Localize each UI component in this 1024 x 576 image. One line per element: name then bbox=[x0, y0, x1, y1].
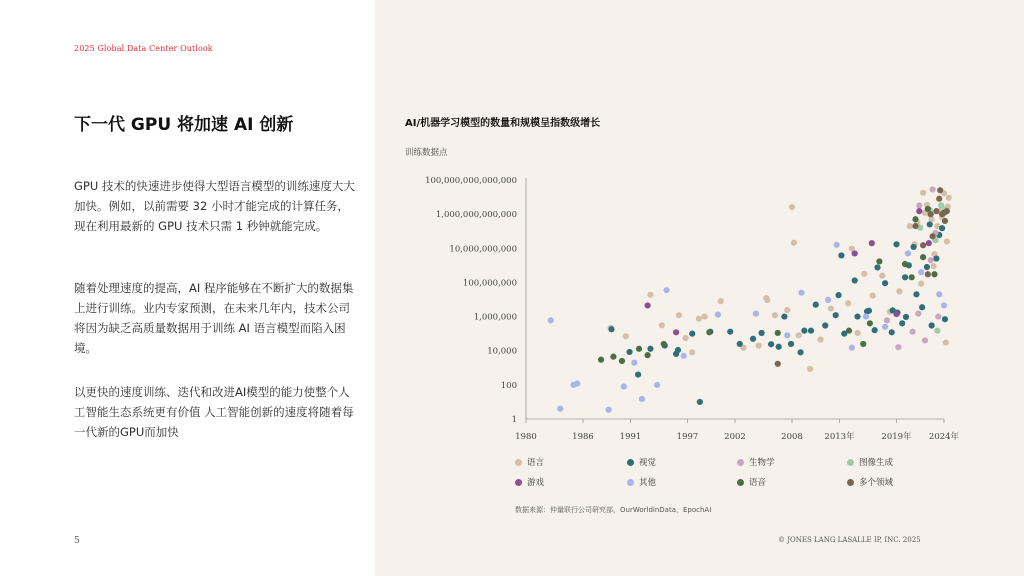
data-point bbox=[946, 195, 952, 201]
data-point bbox=[768, 341, 774, 347]
data-point bbox=[647, 346, 653, 352]
data-point bbox=[715, 312, 721, 318]
legend-label: 游戏 bbox=[527, 478, 545, 488]
data-point bbox=[813, 302, 819, 308]
data-point bbox=[882, 324, 888, 330]
data-point bbox=[791, 240, 797, 246]
data-point bbox=[918, 281, 924, 287]
data-point bbox=[927, 221, 933, 227]
data-point bbox=[689, 349, 695, 355]
data-point bbox=[889, 329, 895, 335]
data-point bbox=[636, 346, 642, 352]
data-point bbox=[548, 317, 554, 323]
data-point bbox=[925, 271, 931, 277]
data-point bbox=[942, 316, 948, 322]
data-point bbox=[912, 216, 918, 222]
data-point bbox=[654, 382, 660, 388]
data-point bbox=[574, 380, 580, 386]
data-point bbox=[905, 250, 911, 256]
y-tick-label: 1 bbox=[511, 415, 517, 425]
legend-item bbox=[515, 476, 544, 488]
data-point bbox=[661, 341, 667, 347]
data-point bbox=[922, 337, 928, 343]
data-point bbox=[697, 399, 703, 405]
data-point bbox=[635, 371, 641, 377]
data-point bbox=[834, 242, 840, 248]
data-point bbox=[916, 202, 922, 208]
y-tick-label: 1,000,000 bbox=[473, 312, 517, 323]
data-point bbox=[808, 328, 814, 334]
data-point bbox=[683, 335, 689, 341]
data-point bbox=[919, 304, 925, 310]
data-point bbox=[872, 327, 878, 333]
data-point bbox=[825, 297, 831, 303]
x-tick-label: 1997 bbox=[676, 432, 699, 442]
data-point bbox=[909, 274, 915, 280]
data-point bbox=[936, 291, 942, 297]
data-point bbox=[926, 240, 932, 246]
data-point bbox=[619, 358, 625, 364]
data-point bbox=[784, 332, 790, 338]
data-point bbox=[781, 313, 787, 319]
data-point bbox=[623, 333, 629, 339]
data-point bbox=[913, 291, 919, 297]
legend-swatch bbox=[627, 479, 634, 486]
data-point bbox=[918, 269, 924, 275]
legend-item bbox=[737, 476, 766, 488]
data-point bbox=[910, 329, 916, 335]
data-point bbox=[852, 277, 858, 283]
data-point bbox=[696, 316, 702, 322]
data-point bbox=[838, 252, 844, 258]
legend-item bbox=[847, 456, 893, 468]
legend-label: 生物学 bbox=[749, 458, 775, 468]
paragraph-3: 以更快的速度训练、迭代和改进AI模型的能力使整个人工智能生态系统更有价值 人工智能创新的速度将随着每一代新的GPU而加快 bbox=[74, 385, 354, 439]
legend-label: 视觉 bbox=[639, 458, 657, 468]
data-point bbox=[916, 208, 922, 214]
y-tick-label: 100,000,000 bbox=[462, 278, 517, 289]
data-point bbox=[845, 300, 851, 306]
data-point bbox=[759, 330, 765, 336]
data-point bbox=[737, 341, 743, 347]
data-point bbox=[920, 242, 926, 248]
x-tick-label: 2013年 bbox=[824, 432, 855, 442]
legend-label: 语音 bbox=[749, 478, 767, 488]
legend-label: 其他 bbox=[639, 478, 657, 488]
data-point bbox=[869, 240, 875, 246]
data-point bbox=[870, 292, 876, 298]
y-tick-label: 10,000 bbox=[487, 346, 517, 357]
x-tick-label: 1980 bbox=[515, 432, 537, 442]
data-point bbox=[606, 407, 612, 413]
data-point bbox=[775, 361, 781, 367]
data-point bbox=[664, 287, 670, 293]
data-point bbox=[645, 352, 651, 358]
data-point bbox=[863, 313, 869, 319]
data-point bbox=[924, 264, 930, 270]
data-point bbox=[860, 341, 866, 347]
data-point bbox=[861, 271, 867, 277]
data-point bbox=[942, 218, 948, 224]
data-point bbox=[930, 263, 936, 269]
x-tick-label: 2019年 bbox=[881, 432, 912, 442]
data-point bbox=[835, 292, 841, 298]
legend-item bbox=[737, 456, 775, 468]
data-point bbox=[639, 396, 645, 402]
data-point bbox=[876, 258, 882, 264]
data-point bbox=[645, 302, 651, 308]
data-point bbox=[718, 298, 724, 304]
chart-axes bbox=[425, 176, 959, 442]
paragraph-1: GPU 技术的快速进步使得大型语言模型的训练速度大大加快。例如，以前需要 32 小时才能完成的计算任务，现在利用最新的 GPU 技术只需 1 秒钟就能完成。 bbox=[74, 179, 355, 233]
data-point bbox=[750, 336, 756, 342]
data-point bbox=[867, 320, 873, 326]
data-point bbox=[933, 208, 939, 214]
data-point bbox=[775, 330, 781, 336]
data-point bbox=[673, 329, 679, 335]
chart-y-axis-label: 训练数据点 bbox=[405, 148, 448, 158]
data-point bbox=[902, 261, 908, 267]
legend-swatch bbox=[847, 479, 854, 486]
data-point bbox=[930, 233, 936, 239]
x-tick-label: 1986 bbox=[572, 432, 594, 442]
data-point bbox=[920, 190, 926, 196]
legend-item bbox=[627, 476, 656, 488]
data-point bbox=[884, 317, 890, 323]
data-point bbox=[849, 345, 855, 351]
data-point bbox=[798, 290, 804, 296]
data-point bbox=[706, 329, 712, 335]
data-point bbox=[893, 241, 899, 247]
data-point bbox=[895, 344, 901, 350]
data-point bbox=[784, 307, 790, 313]
legend-label: 多个领域 bbox=[859, 478, 894, 488]
data-point bbox=[608, 326, 614, 332]
x-tick-label: 2008 bbox=[781, 432, 803, 442]
data-point bbox=[944, 238, 950, 244]
data-point bbox=[727, 329, 733, 335]
data-point bbox=[675, 347, 681, 353]
legend-swatch bbox=[847, 459, 854, 466]
data-point bbox=[852, 250, 858, 256]
data-point bbox=[598, 357, 604, 363]
data-point bbox=[944, 208, 950, 214]
legend-swatch bbox=[737, 459, 744, 466]
data-point bbox=[934, 328, 940, 334]
legend-swatch bbox=[515, 479, 522, 486]
data-point bbox=[801, 328, 807, 334]
data-point bbox=[753, 310, 759, 316]
data-point bbox=[689, 331, 695, 337]
data-point bbox=[776, 344, 782, 350]
data-point bbox=[764, 297, 770, 303]
data-point bbox=[882, 280, 888, 286]
data-point bbox=[933, 255, 939, 261]
data-point bbox=[789, 204, 795, 210]
data-point bbox=[846, 328, 852, 334]
data-point bbox=[631, 360, 637, 366]
data-point bbox=[899, 320, 905, 326]
legend-label: 语言 bbox=[527, 458, 545, 468]
data-point bbox=[626, 349, 632, 355]
data-point bbox=[676, 312, 682, 318]
series-4 bbox=[645, 208, 932, 335]
data-point bbox=[621, 383, 627, 389]
data-point bbox=[907, 223, 913, 229]
data-point bbox=[874, 264, 880, 270]
data-point bbox=[928, 257, 934, 263]
data-point bbox=[647, 292, 653, 298]
data-point bbox=[920, 254, 926, 260]
data-point bbox=[797, 349, 803, 355]
x-tick-label: 2002 bbox=[724, 432, 746, 442]
legend-swatch bbox=[515, 459, 522, 466]
data-point bbox=[930, 186, 936, 192]
data-point bbox=[902, 274, 908, 280]
data-point bbox=[833, 312, 839, 318]
data-point bbox=[702, 313, 708, 319]
data-point bbox=[943, 339, 949, 345]
data-point bbox=[866, 308, 872, 314]
y-tick-label: 100,000,000,000,000 bbox=[425, 176, 517, 186]
legend-swatch bbox=[627, 459, 634, 466]
legend-item bbox=[627, 456, 656, 468]
legend-item bbox=[515, 456, 544, 468]
data-point bbox=[610, 354, 616, 360]
data-point bbox=[935, 313, 941, 319]
data-point bbox=[854, 313, 860, 319]
data-point bbox=[912, 223, 918, 229]
data-point bbox=[915, 310, 921, 316]
data-point bbox=[796, 332, 802, 338]
chart-title: AI/机器学习模型的数量和规模呈指数级增长 bbox=[405, 118, 601, 129]
legend-item bbox=[847, 476, 893, 488]
data-point bbox=[936, 196, 942, 202]
source-note: 数据来源：仲量联行公司研究部，OurWorldinData，EpochAI bbox=[515, 506, 712, 514]
data-point bbox=[681, 353, 687, 359]
legend-label: 图像生成 bbox=[859, 458, 894, 468]
paragraph-2: 随着处理速度的提高，AI 程序能够在不断扩大的数据集上进行训练。业内专家预测，在未来几年内，技术公司将因为缺乏高质量数据用于训练 AI 语言模型而陷入困境。 bbox=[74, 281, 354, 355]
x-tick-label: 2024年 bbox=[928, 432, 960, 442]
page-title: 下一代 GPU 将加速 AI 创新 bbox=[74, 115, 294, 135]
data-point bbox=[937, 187, 943, 193]
data-point bbox=[879, 273, 885, 279]
data-point bbox=[854, 330, 860, 336]
data-point bbox=[557, 406, 563, 412]
data-point bbox=[931, 271, 937, 277]
legend-swatch bbox=[737, 479, 744, 486]
data-point bbox=[817, 336, 823, 342]
series-6 bbox=[598, 206, 947, 364]
data-point bbox=[828, 305, 834, 311]
copyright-note: © JONES LANG LASALLE IP, INC. 2025 bbox=[778, 536, 921, 544]
data-point bbox=[807, 366, 813, 372]
x-tick-label: 1991 bbox=[619, 432, 642, 442]
page-number: 5 bbox=[74, 536, 80, 546]
data-point bbox=[928, 211, 934, 217]
data-point bbox=[756, 342, 762, 348]
data-point bbox=[822, 322, 828, 328]
data-point bbox=[896, 288, 902, 294]
y-tick-label: 1,000,000,000,000 bbox=[435, 210, 517, 221]
data-point bbox=[788, 341, 794, 347]
doc-header-title: 2025 Global Data Center Outlook bbox=[74, 44, 213, 53]
y-tick-label: 100 bbox=[500, 380, 517, 391]
chart-points bbox=[548, 186, 952, 412]
data-point bbox=[939, 225, 945, 231]
data-point bbox=[929, 322, 935, 328]
y-tick-label: 10,000,000,000 bbox=[449, 244, 517, 255]
data-point bbox=[893, 311, 899, 317]
data-point bbox=[659, 322, 665, 328]
data-point bbox=[911, 244, 917, 250]
data-point bbox=[903, 314, 909, 320]
data-point bbox=[941, 302, 947, 308]
data-point bbox=[772, 312, 778, 318]
